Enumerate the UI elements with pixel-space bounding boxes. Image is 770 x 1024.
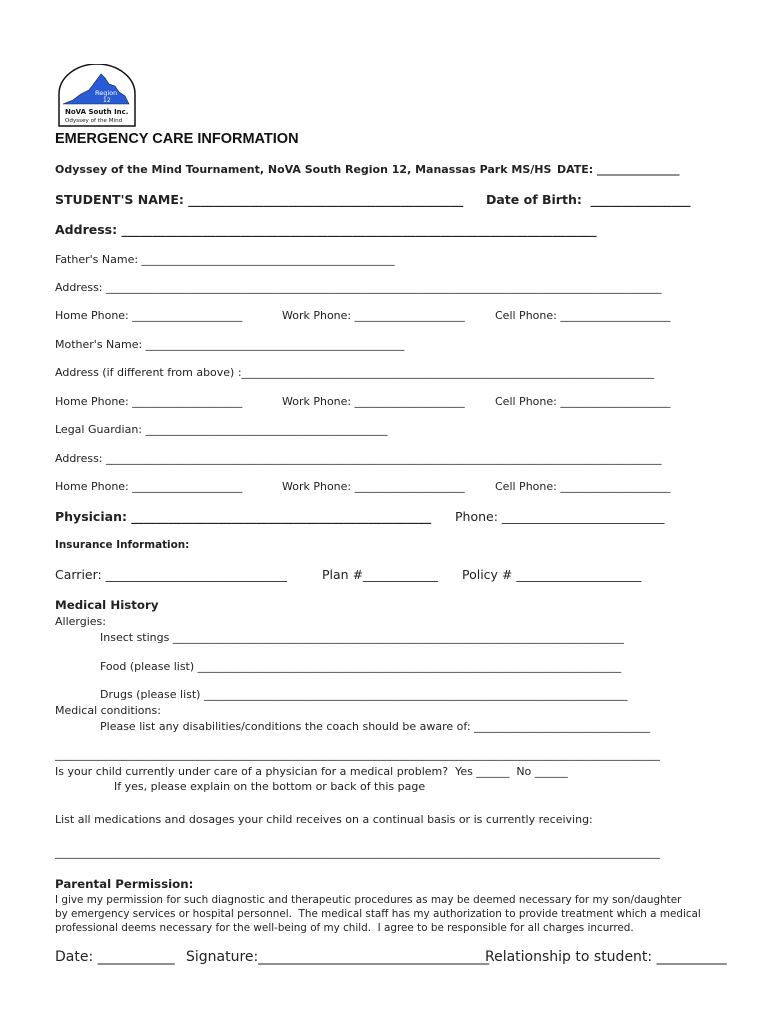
logo-region-text: Region: [95, 89, 118, 97]
father-work-phone[interactable]: Work Phone: ____________________: [282, 309, 465, 322]
medications-question: List all medications and dosages your child receives on a continual basis or is currently receiving:: [55, 813, 593, 826]
permission-line-2: by emergency services or hospital personnel. The medical staff has my authorization to provide treatment which a medical: [55, 908, 701, 920]
mother-address-field[interactable]: Address (if different from above) :___________________________________________________________________________: [55, 366, 655, 379]
policy-field[interactable]: Policy # ____________________: [462, 567, 642, 582]
logo-region-num: 12: [103, 97, 111, 104]
drug-allergy-field[interactable]: Drugs (please list) _____________________________________________________________________________: [100, 688, 628, 701]
food-allergy-field[interactable]: Food (please list) _____________________________________________________________________________: [100, 660, 622, 673]
relationship-field[interactable]: Relationship to student: __________: [485, 949, 727, 965]
permission-line-1: I give my permission for such diagnostic and therapeutic procedures as may be deemed necessary for my son/daughter: [55, 894, 682, 906]
mother-name-field[interactable]: Mother's Name: _______________________________________________: [55, 338, 405, 351]
permission-line-3: professional deems necessary for the well-being of my child. I agree to be responsible for all charges incurred.: [55, 922, 634, 934]
blank-line-1[interactable]: ______________________________________________________________________________________________________________: [55, 748, 660, 761]
dob-field[interactable]: Date of Birth: ________________: [486, 192, 691, 207]
odyssey-logo: [55, 64, 139, 128]
allergies-label: Allergies:: [55, 615, 106, 628]
logo-org-sub: Odyssey of the Mind: [65, 118, 123, 124]
form-title: EMERGENCY CARE INFORMATION: [55, 131, 299, 147]
carrier-field[interactable]: Carrier: _____________________________: [55, 567, 287, 582]
parental-permission-heading: Parental Permission:: [55, 877, 194, 891]
signature-field[interactable]: Signature:_________________________________: [186, 949, 490, 965]
guardian-address-field[interactable]: Address: _____________________________________________________________________________________________________: [55, 452, 662, 465]
address-field[interactable]: Address: ____________________________________________________________________________: [55, 222, 597, 237]
medical-history-heading: Medical History: [55, 598, 159, 612]
father-address-field[interactable]: Address: _____________________________________________________________________________________________________: [55, 281, 662, 294]
blank-line-2[interactable]: ______________________________________________________________________________________________________________: [55, 846, 660, 859]
under-care-question[interactable]: Is your child currently under care of a physician for a medical problem? Yes ______ No ______: [55, 765, 568, 778]
mother-cell-phone[interactable]: Cell Phone: ____________________: [495, 395, 671, 408]
physician-field[interactable]: Physician: ________________________________________________: [55, 509, 432, 524]
guardian-work-phone[interactable]: Work Phone: ____________________: [282, 480, 465, 493]
student-name-field[interactable]: STUDENT'S NAME: ____________________________________________: [55, 192, 464, 207]
guardian-cell-phone[interactable]: Cell Phone: ____________________: [495, 480, 671, 493]
mother-work-phone[interactable]: Work Phone: ____________________: [282, 395, 465, 408]
tournament-line: Odyssey of the Mind Tournament, NoVA South Region 12, Manassas Park MS/HS: [55, 163, 552, 176]
insect-stings-field[interactable]: Insect stings __________________________________________________________________________________: [100, 631, 624, 644]
guardian-home-phone[interactable]: Home Phone: ____________________: [55, 480, 243, 493]
father-cell-phone[interactable]: Cell Phone: ____________________: [495, 309, 671, 322]
medical-conditions-label: Medical conditions:: [55, 704, 161, 717]
mother-home-phone[interactable]: Home Phone: ____________________: [55, 395, 243, 408]
father-home-phone[interactable]: Home Phone: ____________________: [55, 309, 243, 322]
date-field-top[interactable]: DATE: _______________: [557, 163, 680, 176]
date-field-bottom[interactable]: Date: ___________: [55, 949, 175, 965]
plan-field[interactable]: Plan #____________: [322, 567, 439, 582]
disabilities-field[interactable]: Please list any disabilities/conditions the coach should be aware of: ________________________________: [100, 720, 651, 733]
if-yes-note: If yes, please explain on the bottom or back of this page: [114, 780, 426, 793]
father-name-field[interactable]: Father's Name: ______________________________________________: [55, 253, 395, 266]
logo-org-name: NoVA South Inc.: [65, 108, 129, 116]
guardian-field[interactable]: Legal Guardian: ____________________________________________: [55, 423, 388, 436]
insurance-heading: Insurance Information:: [55, 539, 190, 551]
physician-phone-field[interactable]: Phone: __________________________: [455, 509, 665, 524]
virginia-map-icon: [55, 64, 139, 128]
